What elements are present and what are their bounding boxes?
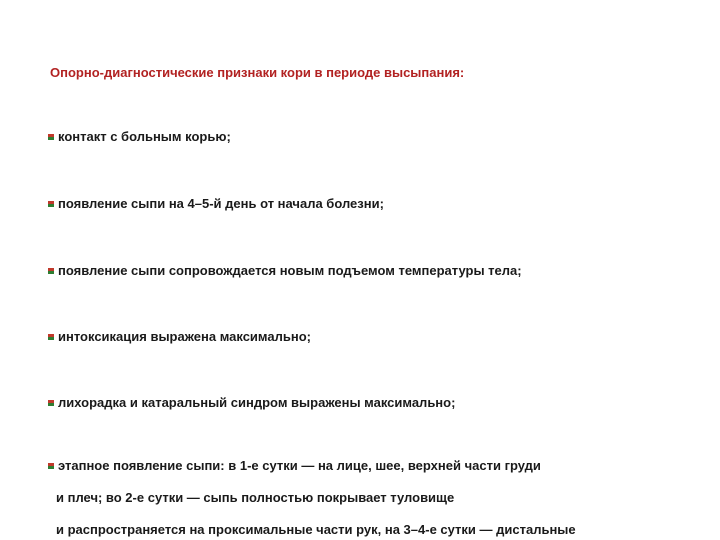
bullet-item-intoxication	[48, 328, 311, 346]
slide-title: Опорно-диагностические признаки кори в периоде высыпания:	[50, 65, 465, 80]
bullet-item-staged-rash	[48, 457, 541, 475]
bullet-text: появление сыпи на 4–5-й день от начала болезни;	[58, 196, 384, 211]
bullet-text: лихорадка и катаральный синдром выражены максимально;	[58, 395, 456, 410]
bullet-text: этапное появление сыпи: в 1-е сутки — на лице, шее, верхней части груди	[58, 458, 541, 473]
square-bullet-icon	[48, 201, 54, 207]
bullet-text: интоксикация выражена максимально;	[58, 329, 311, 344]
square-bullet-icon	[48, 334, 54, 340]
bullet-item-rash-onset	[48, 195, 384, 213]
bullet-continuation-line: и плеч; во 2-е сутки — сыпь полностью покрывает туловище	[56, 490, 455, 505]
square-bullet-icon	[48, 268, 54, 274]
square-bullet-icon	[48, 400, 54, 406]
bullet-item-fever-catarrh	[48, 394, 455, 412]
square-bullet-icon	[48, 463, 54, 469]
bullet-text: появление сыпи сопровождается новым подъемом температуры тела;	[58, 263, 522, 278]
bullet-continuation-line: и распространяется на проксимальные части рук, на 3–4-е сутки — дистальные	[56, 522, 576, 537]
bullet-text: контакт с больным корью;	[58, 129, 231, 144]
bullet-item-contact	[48, 128, 231, 146]
bullet-item-temperature	[48, 262, 522, 280]
square-bullet-icon	[48, 134, 54, 140]
